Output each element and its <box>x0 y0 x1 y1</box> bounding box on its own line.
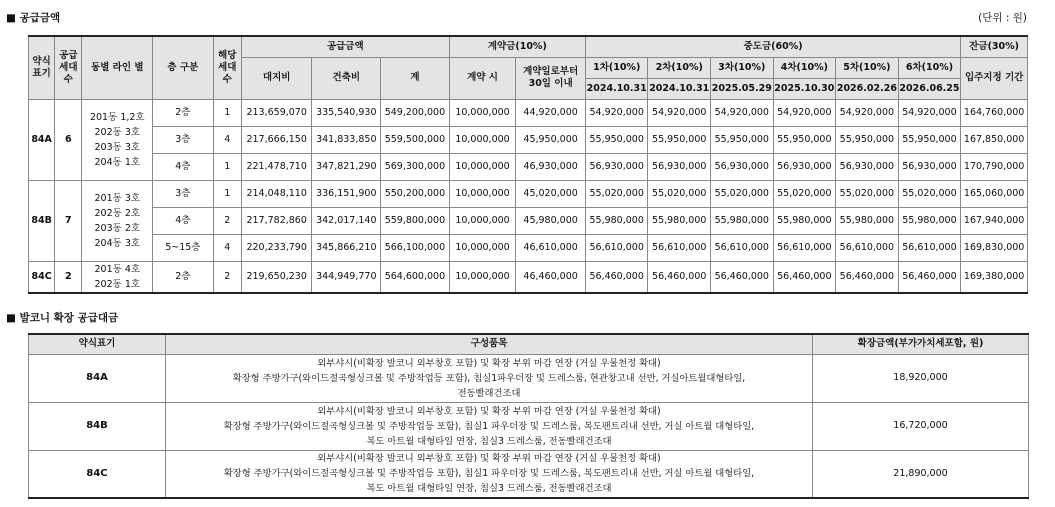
header-date-4: 2025.10.30 <box>773 78 836 99</box>
middle-payment-cell: 54,920,000 <box>836 99 899 126</box>
line-item: 202동 2호 <box>94 207 141 219</box>
middle-payment-cell: 56,460,000 <box>648 261 711 293</box>
floor-cell: 4층 <box>153 207 214 234</box>
middle-payment-cell: 55,020,000 <box>711 180 774 207</box>
header-inst-2: 2차(10%) <box>648 57 711 78</box>
middle-payment-cell: 54,920,000 <box>898 99 961 126</box>
lines-cell <box>82 99 153 180</box>
header-contract: 계약금(10%) <box>449 36 585 57</box>
floor-cell: 2층 <box>153 99 214 126</box>
total-cell: 559,800,000 <box>381 207 450 234</box>
contract-30-cell: 46,930,000 <box>516 153 586 180</box>
units-cell: 6 <box>55 99 82 180</box>
land-cell: 217,782,860 <box>241 207 312 234</box>
supply-price-table <box>28 35 1028 294</box>
count-cell: 4 <box>213 126 241 153</box>
middle-payment-cell: 56,930,000 <box>648 153 711 180</box>
middle-payment-cell: 55,980,000 <box>773 207 836 234</box>
building-cell: 344,949,770 <box>312 261 381 293</box>
middle-payment-cell: 56,930,000 <box>711 153 774 180</box>
middle-payment-cell: 56,610,000 <box>585 234 648 261</box>
building-cell: 347,821,290 <box>312 153 381 180</box>
count-cell: 2 <box>213 207 241 234</box>
item-line: 외부샤시(비확장 발코니 외부창호 포함) 및 확장 부위 마감 연장 (거실 우물천정 확대) <box>317 405 661 417</box>
balcony-items-cell <box>166 402 813 450</box>
header-inst-4: 4차(10%) <box>773 57 836 78</box>
middle-payment-cell: 55,980,000 <box>836 207 899 234</box>
line-item: 203동 2호 <box>94 222 141 234</box>
floor-cell: 3층 <box>153 126 214 153</box>
building-cell: 336,151,900 <box>312 180 381 207</box>
count-cell: 1 <box>213 99 241 126</box>
balcony-title: ■ 발코니 확장 공급대금 <box>6 312 119 324</box>
balcony-type-cell: 84A <box>29 354 166 402</box>
middle-payment-cell: 56,460,000 <box>711 261 774 293</box>
contract-30-cell: 44,920,000 <box>516 99 586 126</box>
header-land: 대지비 <box>241 57 312 99</box>
table-row <box>29 402 1029 450</box>
contract-at-cell: 10,000,000 <box>449 153 516 180</box>
line-item: 202동 3호 <box>94 126 141 138</box>
item-line: 확장형 주방가구(와이드절곡형싱크볼 및 주방작업등 포함), 침실1 파우더장 및 드레스룸, 복도팬트리내 선반, 거실 아트월 대형타일, <box>223 468 755 480</box>
table-row <box>29 261 1028 293</box>
middle-payment-cell: 56,930,000 <box>773 153 836 180</box>
contract-at-cell: 10,000,000 <box>449 234 516 261</box>
middle-payment-cell: 55,020,000 <box>773 180 836 207</box>
contract-at-cell: 10,000,000 <box>449 261 516 293</box>
middle-payment-cell: 54,920,000 <box>648 99 711 126</box>
building-cell: 345,866,210 <box>312 234 381 261</box>
table-row <box>29 99 1028 126</box>
balcony-type-cell: 84B <box>29 402 166 450</box>
item-line: 외부샤시(비확장 발코니 외부창호 포함) 및 확장 부위 마감 연장 (거실 우물천정 확대) <box>317 357 661 369</box>
balcony-header-type: 약식표기 <box>29 334 166 354</box>
balcony-header-amount: 확장금액(부가가치세포함, 원) <box>813 334 1029 354</box>
header-date-6: 2026.06.25 <box>898 78 961 99</box>
line-item: 203동 3호 <box>94 141 141 153</box>
item-line: 외부샤시(비확장 발코니 외부창호 포함) 및 확장 부위 마감 연장 (거실 우물천정 확대) <box>317 453 661 465</box>
contract-30-cell: 46,610,000 <box>516 234 586 261</box>
unit-label: (단위 : 원) <box>978 12 1027 24</box>
balance-cell: 167,850,000 <box>961 126 1028 153</box>
header-inst-6: 6차(10%) <box>898 57 961 78</box>
middle-payment-cell: 56,930,000 <box>836 153 899 180</box>
middle-payment-cell: 56,460,000 <box>773 261 836 293</box>
middle-payment-cell: 56,460,000 <box>898 261 961 293</box>
table-row <box>29 207 1028 234</box>
line-item: 204동 1호 <box>94 156 141 168</box>
header-floor: 층 구분 <box>153 36 214 99</box>
balcony-header-items: 구성품목 <box>166 334 813 354</box>
building-cell: 341,833,850 <box>312 126 381 153</box>
land-cell: 220,233,790 <box>241 234 312 261</box>
balance-cell: 169,380,000 <box>961 261 1028 293</box>
balance-cell: 167,940,000 <box>961 207 1028 234</box>
floor-cell: 4층 <box>153 153 214 180</box>
header-date-2: 2024.10.31 <box>648 78 711 99</box>
header-middle: 중도금(60%) <box>585 36 960 57</box>
middle-payment-cell: 56,460,000 <box>836 261 899 293</box>
contract-30-cell: 45,020,000 <box>516 180 586 207</box>
middle-payment-cell: 55,980,000 <box>711 207 774 234</box>
balcony-amount-cell: 18,920,000 <box>813 354 1029 402</box>
middle-payment-cell: 56,610,000 <box>711 234 774 261</box>
middle-payment-cell: 55,950,000 <box>836 126 899 153</box>
contract-30-cell: 45,980,000 <box>516 207 586 234</box>
middle-payment-cell: 56,610,000 <box>773 234 836 261</box>
header-inst-3: 3차(10%) <box>711 57 774 78</box>
header-total: 계 <box>381 57 450 99</box>
contract-at-cell: 10,000,000 <box>449 180 516 207</box>
item-line: 복도 아트월 대형타일 연장, 침실3 드레스룸, 전동빨래건조대 <box>366 483 612 495</box>
table-row <box>29 234 1028 261</box>
header-date-5: 2026.02.26 <box>836 78 899 99</box>
type-cell: 84A <box>29 99 55 180</box>
header-date-1: 2024.10.31 <box>585 78 648 99</box>
count-cell: 1 <box>213 180 241 207</box>
middle-payment-cell: 56,610,000 <box>648 234 711 261</box>
header-inst-1: 1차(10%) <box>585 57 648 78</box>
table-row <box>29 354 1029 402</box>
land-cell: 214,048,110 <box>241 180 312 207</box>
middle-payment-cell: 54,920,000 <box>585 99 648 126</box>
header-contract-30: 계약일로부터 30일 이내 <box>516 57 586 99</box>
supply-price-title: ■ 공급금액 <box>6 12 61 24</box>
floor-cell: 3층 <box>153 180 214 207</box>
item-line: 복도 아트월 대형타일 연장, 침실3 드레스룸, 전동빨래건조대 <box>366 435 612 447</box>
balcony-table <box>28 333 1029 499</box>
floor-cell: 2층 <box>153 261 214 293</box>
contract-at-cell: 10,000,000 <box>449 99 516 126</box>
balance-cell: 165,060,000 <box>961 180 1028 207</box>
land-cell: 213,659,070 <box>241 99 312 126</box>
header-line: 동별 라인 별 <box>82 36 153 99</box>
line-item: 201동 4호 <box>94 263 141 275</box>
middle-payment-cell: 55,020,000 <box>898 180 961 207</box>
balcony-type-cell: 84C <box>29 450 166 498</box>
units-cell: 7 <box>55 180 82 261</box>
header-building: 건축비 <box>312 57 381 99</box>
building-cell: 342,017,140 <box>312 207 381 234</box>
middle-payment-cell: 55,950,000 <box>648 126 711 153</box>
line-item: 204동 3호 <box>94 237 141 249</box>
middle-payment-cell: 55,980,000 <box>648 207 711 234</box>
balcony-amount-cell: 21,890,000 <box>813 450 1029 498</box>
contract-at-cell: 10,000,000 <box>449 126 516 153</box>
building-cell: 335,540,930 <box>312 99 381 126</box>
middle-payment-cell: 55,020,000 <box>585 180 648 207</box>
middle-payment-cell: 55,950,000 <box>898 126 961 153</box>
line-item: 201동 3호 <box>94 192 141 204</box>
balcony-items-cell <box>166 450 813 498</box>
total-cell: 564,600,000 <box>381 261 450 293</box>
lines-cell <box>82 261 153 293</box>
land-cell: 221,478,710 <box>241 153 312 180</box>
item-line: 전동빨래건조대 <box>457 387 521 399</box>
total-cell: 566,100,000 <box>381 234 450 261</box>
middle-payment-cell: 56,460,000 <box>585 261 648 293</box>
balcony-amount-cell: 16,720,000 <box>813 402 1029 450</box>
middle-payment-cell: 54,920,000 <box>711 99 774 126</box>
middle-payment-cell: 54,920,000 <box>773 99 836 126</box>
header-units: 공급 세대 수 <box>55 36 82 99</box>
middle-payment-cell: 56,610,000 <box>836 234 899 261</box>
total-cell: 550,200,000 <box>381 180 450 207</box>
table-row <box>29 180 1028 207</box>
middle-payment-cell: 55,980,000 <box>898 207 961 234</box>
middle-payment-cell: 55,950,000 <box>711 126 774 153</box>
land-cell: 217,666,150 <box>241 126 312 153</box>
balance-cell: 164,760,000 <box>961 99 1028 126</box>
table-row <box>29 153 1028 180</box>
balance-cell: 169,830,000 <box>961 234 1028 261</box>
header-contract-at: 계약 시 <box>449 57 516 99</box>
table-row <box>29 450 1029 498</box>
line-item: 201동 1,2호 <box>89 111 145 123</box>
item-line: 확장형 주방가구(와이드절곡형싱크볼 및 주방작업등 포함), 침실1파우더장 및 드레스룸, 현관창고내 선반, 거실아트월대형타일, <box>232 372 746 384</box>
contract-30-cell: 46,460,000 <box>516 261 586 293</box>
middle-payment-cell: 55,950,000 <box>585 126 648 153</box>
middle-payment-cell: 56,930,000 <box>898 153 961 180</box>
total-cell: 569,300,000 <box>381 153 450 180</box>
middle-payment-cell: 55,020,000 <box>836 180 899 207</box>
units-cell: 2 <box>55 261 82 293</box>
header-balance: 잔금(30%) <box>961 36 1028 57</box>
middle-payment-cell: 55,980,000 <box>585 207 648 234</box>
header-type: 약식 표기 <box>29 36 55 99</box>
lines-cell <box>82 180 153 261</box>
count-cell: 1 <box>213 153 241 180</box>
header-balance-sub: 입주지정 기간 <box>961 57 1028 99</box>
contract-30-cell: 45,950,000 <box>516 126 586 153</box>
line-item: 202동 1호 <box>94 278 141 290</box>
type-cell: 84B <box>29 180 55 261</box>
floor-cell: 5~15층 <box>153 234 214 261</box>
contract-at-cell: 10,000,000 <box>449 207 516 234</box>
balance-cell: 170,790,000 <box>961 153 1028 180</box>
header-inst-5: 5차(10%) <box>836 57 899 78</box>
middle-payment-cell: 56,610,000 <box>898 234 961 261</box>
header-count: 해당 세대 수 <box>213 36 241 99</box>
middle-payment-cell: 55,950,000 <box>773 126 836 153</box>
count-cell: 4 <box>213 234 241 261</box>
header-date-3: 2025.05.29 <box>711 78 774 99</box>
middle-payment-cell: 56,930,000 <box>585 153 648 180</box>
total-cell: 559,500,000 <box>381 126 450 153</box>
table-row <box>29 126 1028 153</box>
middle-payment-cell: 55,020,000 <box>648 180 711 207</box>
type-cell: 84C <box>29 261 55 293</box>
header-supply: 공급금액 <box>241 36 449 57</box>
balcony-items-cell <box>166 354 813 402</box>
total-cell: 549,200,000 <box>381 99 450 126</box>
count-cell: 2 <box>213 261 241 293</box>
land-cell: 219,650,230 <box>241 261 312 293</box>
item-line: 확장형 주방가구(와이드절곡형싱크볼 및 주방작업등 포함), 침실1 파우더장 및 드레스룸, 복도팬트리내 선반, 거실 아트월 대형타일, <box>223 420 755 432</box>
